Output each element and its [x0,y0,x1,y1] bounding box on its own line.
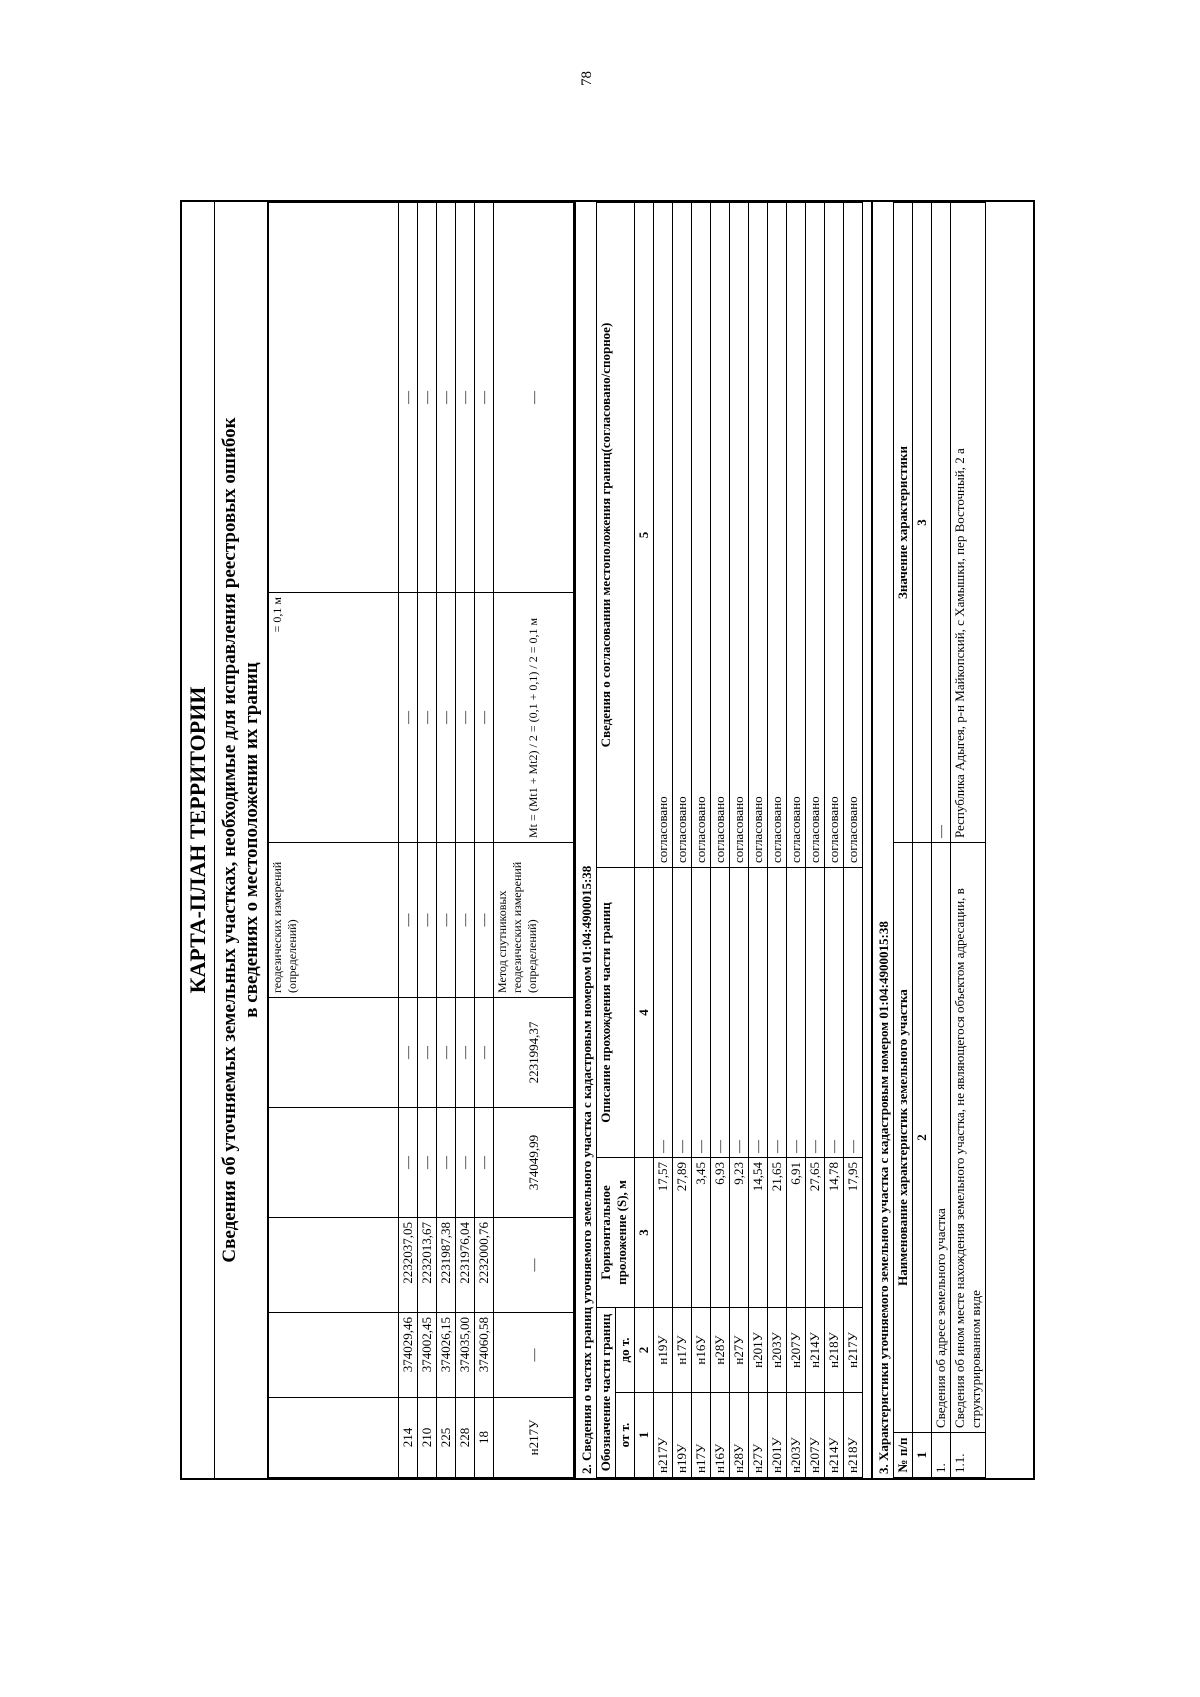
table-row: 1.1. Сведения об ином месте нахождения земельного участка, не являющегося объектом адресации, в структурированном виде Республика Адыгея, р-н Майкопский, с Хамышки, пер Восточный, 2 а [951,203,986,1478]
page-number: 78 [579,71,595,86]
method-continuation: геодезических измерений (определений) [269,843,399,998]
table-row: н28У н27У 9,23 — согласовано [730,203,749,1478]
table-row: 225 374026,15 2231987,38 — — — — — [437,203,456,1478]
table-row: н217У — — 374049,99 2231994,37 Метод спутниковых геодезических измерений (определений) Mt = (Mt1 + Mt2) / 2 = (0,1 + 0,1) / 2 = 0,1 м — [494,203,574,1478]
table-row: 18 374060,58 2232000,76 — — — — — [475,203,494,1478]
precision-continuation: = 0,1 м [269,593,399,843]
section-3-title: 3. Характеристики уточняемого земельного участка с кадастровым номером 01:04:4900015:38 [871,202,893,1478]
table-row: 214 374029,46 2232037,05 — — — — — [399,203,418,1478]
table-row: н16У н28У 6,93 — согласовано [711,203,730,1478]
table-row: н17У н16У 3,45 — согласовано [692,203,711,1478]
table-row: 228 374035,00 2231976,04 — — — — — [456,203,475,1478]
table-row: н203У н207У 6,91 — согласовано [787,203,806,1478]
table-row: н27У н201У 14,54 — согласовано [749,203,768,1478]
table-row: 1. Сведения об адресе земельного участка — [932,203,951,1478]
table-row: н218У н217У 17,95 — согласовано [844,203,863,1478]
table-row: н217У н19У 17,57 — согласовано [654,203,673,1478]
page-title: КАРТА-ПЛАН ТЕРРИТОРИИ [182,202,215,1478]
sheet-header [182,202,268,1478]
subtitle-line-1: Сведения об уточняемых земельных участках, необходимые для исправления реестровых ошибок [219,417,240,1263]
cadastral-sheet [180,200,1035,1480]
table-row: н19У н17У 27,89 — согласовано [673,203,692,1478]
table-row: н214У н218У 14,78 — согласовано [825,203,844,1478]
boundary-parts-table: Обозначение части границ Горизонтальное проложение (S), м Описание прохождения части границ Сведения о согласовании местоположения границ(согласовано/спорное) от т. до т. 1 2 3 4 5 н217У н19У 17,57 — согласовано н19У н17У 27,89 — согласовано н17У н16У 3,45 — согласовано н16У н28У 6,93 — согласовано н28У н27У 9,23 — согласовано н27У н201У 14,54 — согласовано н201У н203У 21,65 — согласовано н203У н207У 6,91 — согласовано н207У н214У 27,65 — согласовано н214У н218У 14,78 — согласовано н218У н217У 17,95 — согласовано [596,202,863,1478]
table-row: н201У н203У 21,65 — согласовано [768,203,787,1478]
table-row: 210 374002,45 2232013,67 — — — — — [418,203,437,1478]
coordinates-table [268,202,574,1478]
characteristics-table: № п/п Наименование характеристик земельного участка Значение характеристики 1 2 3 1. Сведения об адресе земельного участка — 1.1. Сведения об ином месте нахождения земельного участка, не являющегося объектом адресации, в структурированном виде Республика Адыгея, р-н Майкопский, с Хамышки, пер Восточный, 2 а [893,202,986,1478]
subtitle-line-2: в сведениях о местоположении их границ [241,662,262,1018]
table-row: н207У н214У 27,65 — согласовано [806,203,825,1478]
section-2-title: 2. Сведения о частях границ уточняемого земельного участка с кадастровым номером 01:04:4900015:38 [574,202,596,1478]
